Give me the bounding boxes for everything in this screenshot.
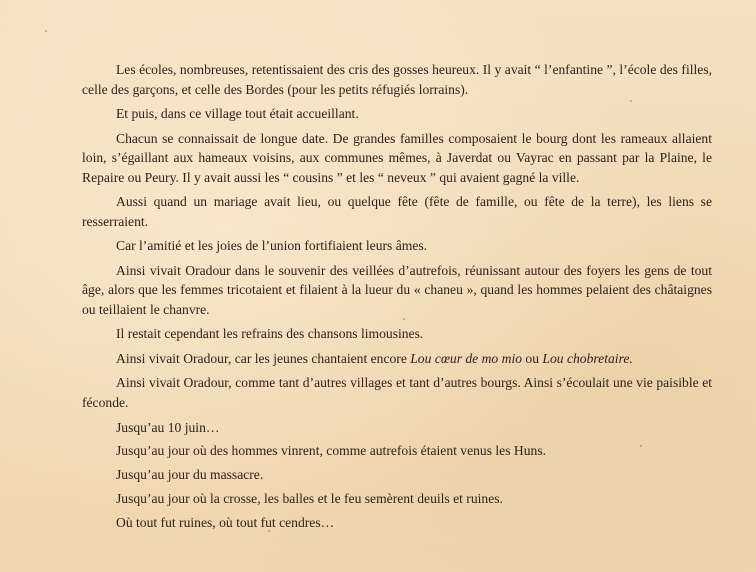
paragraph-ashes: Où tout fut ruines, où tout fut cendres… — [116, 515, 335, 531]
paragraph-schools: Les écoles, nombreuses, retentissaient des cris des gosses heureux. Il y avait “ l’enfantine ”, l’école des filles, celle des garçons, et celle des Bordes (pour les petits réfugiés lorrains). — [82, 62, 712, 97]
paragraph-songs — [82, 349, 712, 369]
paper-speck — [630, 100, 632, 102]
paragraph-welcoming: Et puis, dans ce village tout était accueillant. — [116, 106, 359, 122]
paragraph-huns: Jusqu’au jour où des hommes vinrent, comme autrefois étaient venus les Huns. — [116, 443, 547, 459]
song-title-1: Lou cœur de mo mio — [410, 350, 523, 366]
paragraph-evenings: Ainsi vivait Oradour dans le souvenir des veillées d’autrefois, réunissant autour des foyers les gens de tout âge, alors que les femmes tricotaient et filaient à la lueur du « chaneu », quand les hommes pelaient des châtaignes ou teillaient le chanvre. — [82, 262, 712, 317]
paper-speck — [268, 530, 270, 532]
paragraph-massacre: Jusqu’au jour du massacre. — [116, 467, 264, 483]
paper-speck — [45, 30, 47, 32]
text-block — [82, 60, 712, 537]
songs-lead: Ainsi vivait Oradour, car les jeunes chantaient encore — [116, 350, 411, 366]
paragraph-wedding: Aussi quand un mariage avait lieu, ou quelque fête (fête de famille, ou fête de la terre), les liens se resserraient. — [82, 194, 712, 229]
paragraph-refrains: Il restait cependant les refrains des chansons limousines. — [116, 326, 424, 342]
paragraph-peaceful-life: Ainsi vivait Oradour, comme tant d’autres villages et tant d’autres bourgs. Ainsi s’écoulait une vie paisible et féconde. — [82, 375, 712, 411]
song-title-2: Lou chobretaire. — [542, 350, 633, 366]
songs-joiner: ou — [522, 350, 543, 366]
paper-speck — [403, 318, 405, 320]
paragraph-friendship: Car l’amitié et les joies de l’union fortifiaient leurs âmes. — [116, 238, 428, 254]
paragraph-june-10: Jusqu’au 10 juin… — [116, 419, 220, 435]
paragraph-families: Chacun se connaissait de longue date. De grandes familles composaient le bourg dont les rameaux allaient loin, s’égaillant aux hameaux voisins, aux communes mêmes, à Javerdat ou Vayrac en passant par la Plaine, le Repaire ou Peury. Il y avait aussi les “ cousins ” et les “ neveux ” qui avaient gagné la ville. — [82, 130, 712, 185]
paragraph-ruins: Jusqu’au jour où la crosse, les balles et le feu semèrent deuils et ruines. — [116, 491, 503, 507]
paper-speck — [640, 445, 642, 447]
